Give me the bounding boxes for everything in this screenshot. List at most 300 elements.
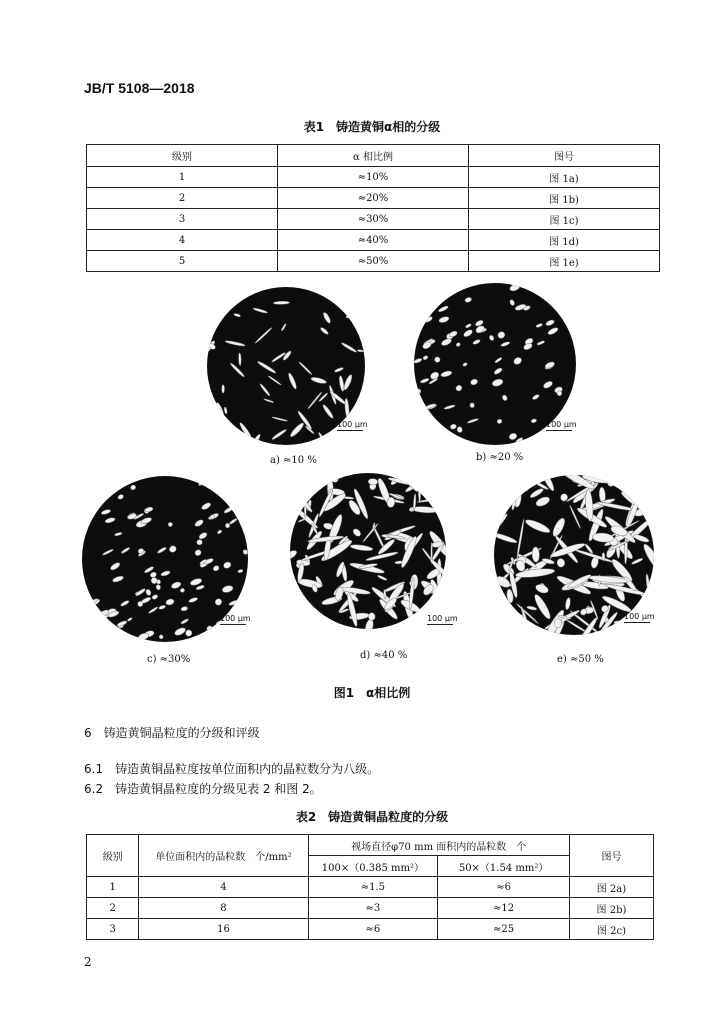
table-cell: 图 1a) bbox=[469, 167, 660, 188]
alpha-grain bbox=[117, 494, 124, 501]
alpha-grain bbox=[308, 535, 344, 543]
alpha-grain bbox=[641, 542, 654, 574]
alpha-grain bbox=[214, 598, 223, 607]
table-cell: ≈6 bbox=[438, 877, 570, 898]
alpha-grain bbox=[82, 512, 92, 523]
alpha-grain bbox=[196, 539, 203, 546]
table-cell: 8 bbox=[139, 898, 308, 919]
figure1-caption: 图1 α相比例 bbox=[333, 686, 411, 700]
alpha-grain bbox=[493, 367, 503, 375]
scale-bar-label: 100 μm bbox=[220, 614, 251, 623]
table-cell: 16 bbox=[139, 919, 308, 940]
alpha-grain bbox=[318, 432, 329, 445]
table1-header-cell: α 相比例 bbox=[278, 145, 469, 167]
alpha-grain bbox=[194, 549, 202, 557]
alpha-grain bbox=[494, 493, 513, 508]
alpha-grain bbox=[105, 476, 112, 482]
alpha-grain bbox=[85, 512, 93, 520]
alpha-grain bbox=[465, 323, 472, 328]
alpha-grain bbox=[97, 624, 106, 631]
alpha-grain bbox=[357, 315, 364, 334]
alpha-grain bbox=[494, 475, 513, 498]
figure1-caption-c: c) ≈30% bbox=[147, 654, 191, 665]
alpha-grain bbox=[216, 432, 226, 437]
table-cell: ≈25 bbox=[438, 919, 570, 940]
alpha-grain bbox=[221, 585, 233, 594]
alpha-grain bbox=[257, 360, 277, 374]
table-row bbox=[87, 188, 660, 209]
alpha-grain bbox=[624, 475, 646, 485]
alpha-grain bbox=[341, 342, 357, 353]
figure1-caption-d: d) ≈40 % bbox=[360, 650, 408, 661]
paragraph-6-1: 6.1 铸造黄铜晶粒度按单位面积内的晶粒数分为八级。 bbox=[84, 762, 380, 776]
alpha-grain bbox=[624, 483, 638, 489]
alpha-grain bbox=[494, 628, 527, 633]
alpha-grain bbox=[157, 546, 167, 554]
alpha-grain bbox=[420, 474, 440, 488]
alpha-grain bbox=[101, 509, 111, 516]
alpha-grain bbox=[130, 484, 137, 491]
table-cell: 图 1c) bbox=[469, 209, 660, 230]
alpha-grain bbox=[464, 297, 472, 303]
alpha-grain bbox=[524, 517, 551, 535]
alpha-grain bbox=[494, 476, 523, 490]
table1 bbox=[86, 144, 660, 272]
alpha-grain bbox=[501, 394, 508, 401]
table-row bbox=[87, 209, 660, 230]
alpha-grain bbox=[647, 494, 654, 501]
scale-bar-c bbox=[220, 614, 251, 625]
alpha-grain bbox=[289, 421, 305, 438]
alpha-grain bbox=[497, 330, 506, 339]
scale-bar-label: 100 μm bbox=[337, 420, 368, 429]
alpha-grain bbox=[158, 634, 164, 640]
alpha-grain bbox=[355, 435, 365, 445]
table-cell: 4 bbox=[139, 877, 308, 898]
scale-bar-line bbox=[624, 622, 650, 623]
alpha-grain bbox=[298, 473, 306, 489]
alpha-grain bbox=[535, 583, 550, 595]
alpha-grain bbox=[259, 383, 271, 397]
scale-bar-label: 100 μm bbox=[546, 420, 577, 429]
alpha-grain bbox=[404, 480, 422, 494]
scale-bar-d bbox=[427, 614, 458, 625]
alpha-grain bbox=[239, 521, 244, 526]
alpha-grain bbox=[502, 475, 511, 489]
alpha-grain bbox=[535, 495, 551, 508]
alpha-grain bbox=[170, 581, 181, 590]
alpha-grain bbox=[82, 494, 87, 501]
alpha-grain bbox=[414, 358, 422, 365]
alpha-grain bbox=[165, 598, 175, 606]
alpha-grain bbox=[217, 529, 223, 534]
alpha-grain bbox=[229, 362, 245, 378]
table-cell: ≈6 bbox=[308, 919, 438, 940]
alpha-grain bbox=[537, 340, 545, 346]
alpha-grain bbox=[494, 531, 518, 544]
alpha-grain bbox=[425, 316, 434, 324]
table-cell: ≈12 bbox=[438, 898, 570, 919]
alpha-grain bbox=[224, 407, 228, 414]
scale-bar-line bbox=[220, 624, 246, 625]
alpha-grain bbox=[420, 596, 436, 615]
alpha-grain bbox=[516, 519, 525, 560]
alpha-grain bbox=[494, 574, 512, 590]
table-cell: 图 1e) bbox=[469, 251, 660, 272]
alpha-grain bbox=[470, 378, 479, 386]
alpha-grain bbox=[114, 532, 122, 537]
alpha-grain bbox=[488, 335, 494, 342]
alpha-grain bbox=[298, 361, 312, 375]
alpha-grain bbox=[429, 602, 446, 613]
alpha-grain bbox=[168, 522, 174, 528]
alpha-grain bbox=[462, 362, 467, 367]
alpha-grain bbox=[637, 475, 649, 490]
paragraph-6-2: 6.2 铸造黄铜晶粒度的分级见表 2 和图 2。 bbox=[84, 782, 322, 796]
alpha-grain bbox=[138, 632, 150, 641]
table-cell: 图 2c) bbox=[569, 919, 653, 940]
alpha-grain bbox=[491, 378, 503, 388]
alpha-grain bbox=[440, 370, 452, 378]
alpha-grain bbox=[344, 398, 349, 418]
table1-header-cell: 级别 bbox=[87, 145, 278, 167]
table-cell: 3 bbox=[87, 209, 278, 230]
alpha-grain bbox=[322, 624, 333, 628]
alpha-grain bbox=[377, 575, 387, 582]
alpha-grain bbox=[606, 475, 616, 487]
table2-header-cell: 视场直径φ70 mm 面积内的晶粒数 个 bbox=[308, 835, 569, 856]
alpha-grain bbox=[238, 353, 241, 366]
alpha-grain bbox=[281, 323, 287, 331]
alpha-grain bbox=[556, 558, 565, 568]
table-cell: ≈40% bbox=[278, 230, 469, 251]
alpha-grain bbox=[287, 372, 298, 390]
alpha-grain bbox=[525, 482, 530, 491]
alpha-grain bbox=[418, 473, 421, 503]
alpha-grain bbox=[320, 326, 330, 335]
alpha-grain bbox=[536, 323, 543, 328]
alpha-grain bbox=[268, 375, 282, 386]
alpha-grain bbox=[455, 384, 463, 392]
alpha-grain bbox=[505, 481, 510, 491]
alpha-grain bbox=[397, 618, 419, 629]
alpha-grain bbox=[196, 585, 205, 591]
scale-bar-label: 100 μm bbox=[427, 614, 458, 623]
table-row bbox=[87, 898, 654, 919]
alpha-grain bbox=[551, 517, 567, 539]
alpha-grain bbox=[438, 316, 449, 324]
alpha-grain bbox=[160, 570, 170, 577]
alpha-grain bbox=[212, 418, 232, 427]
alpha-grain bbox=[513, 356, 523, 366]
alpha-grain bbox=[645, 574, 650, 595]
alpha-grain bbox=[563, 437, 571, 443]
alpha-grain bbox=[455, 342, 460, 347]
alpha-grain bbox=[545, 319, 555, 327]
table-row bbox=[87, 919, 654, 940]
alpha-grain bbox=[102, 548, 114, 555]
alpha-grain bbox=[429, 430, 441, 439]
alpha-grain bbox=[414, 387, 422, 397]
alpha-grain bbox=[254, 327, 272, 344]
table-cell: ≈20% bbox=[278, 188, 469, 209]
table-cell: 图 2b) bbox=[569, 898, 653, 919]
alpha-grain bbox=[120, 600, 130, 607]
table2 bbox=[86, 834, 654, 940]
table-cell: 3 bbox=[87, 919, 139, 940]
alpha-grain bbox=[215, 402, 226, 419]
alpha-grain bbox=[508, 432, 517, 440]
alpha-grain bbox=[532, 394, 540, 401]
section6-title: 6 铸造黄铜晶粒度的分级和评级 bbox=[84, 726, 260, 740]
alpha-grain bbox=[206, 625, 213, 632]
alpha-grain bbox=[156, 584, 162, 590]
alpha-grain bbox=[537, 283, 546, 289]
alpha-grain bbox=[613, 476, 642, 484]
alpha-grain bbox=[188, 597, 198, 604]
alpha-grain bbox=[272, 416, 288, 421]
alpha-grain bbox=[394, 624, 415, 629]
alpha-grain bbox=[145, 589, 152, 597]
alpha-grain bbox=[198, 531, 208, 540]
alpha-grain bbox=[469, 402, 475, 408]
alpha-grain bbox=[222, 385, 225, 394]
standard-code: JB/T 5108—2018 bbox=[84, 80, 195, 96]
alpha-grain bbox=[456, 426, 463, 433]
alpha-grain bbox=[290, 549, 298, 562]
alpha-grain bbox=[509, 283, 521, 292]
alpha-grain bbox=[144, 506, 153, 512]
alpha-grain bbox=[565, 597, 572, 610]
alpha-grain bbox=[526, 605, 537, 610]
alpha-grain bbox=[368, 478, 378, 485]
table2-header-cell: 100×（0.385 mm²） bbox=[308, 856, 438, 877]
table-cell: 图 1b) bbox=[469, 188, 660, 209]
alpha-grain bbox=[109, 561, 121, 571]
alpha-grain bbox=[198, 478, 208, 486]
alpha-grain bbox=[350, 544, 373, 552]
table-cell: ≈50% bbox=[278, 251, 469, 272]
alpha-grain bbox=[225, 340, 246, 347]
alpha-grain bbox=[322, 404, 335, 420]
alpha-grain bbox=[228, 599, 239, 606]
alpha-grain bbox=[554, 618, 561, 628]
alpha-grain bbox=[440, 291, 453, 300]
alpha-grain bbox=[168, 545, 177, 554]
table-cell: ≈3 bbox=[308, 898, 438, 919]
alpha-grain bbox=[349, 561, 385, 575]
table-cell: ≈30% bbox=[278, 209, 469, 230]
table-cell: 2 bbox=[87, 188, 278, 209]
alpha-grain bbox=[467, 418, 479, 424]
alpha-grain bbox=[271, 428, 287, 440]
alpha-grain bbox=[420, 378, 430, 384]
alpha-grain bbox=[345, 311, 363, 319]
alpha-grain bbox=[223, 505, 235, 514]
alpha-grain bbox=[547, 326, 559, 335]
alpha-grain bbox=[450, 423, 457, 430]
alpha-grain bbox=[233, 313, 240, 317]
alpha-grain bbox=[532, 593, 552, 621]
table-cell: 5 bbox=[87, 251, 278, 272]
figure1-caption-a: a) ≈10 % bbox=[270, 455, 317, 466]
alpha-grain bbox=[105, 517, 116, 524]
alpha-grain bbox=[414, 293, 420, 297]
figure1-caption-b: b) ≈20 % bbox=[476, 452, 524, 463]
alpha-grain bbox=[434, 285, 441, 290]
alpha-grain bbox=[201, 477, 213, 484]
figure1-caption-e: e) ≈50 % bbox=[557, 654, 604, 665]
alpha-grain bbox=[298, 518, 306, 522]
alpha-grain bbox=[631, 557, 643, 565]
table-row bbox=[87, 877, 654, 898]
alpha-grain bbox=[86, 608, 98, 617]
alpha-grain bbox=[494, 475, 510, 507]
alpha-grain bbox=[180, 588, 186, 594]
micrograph-e bbox=[494, 475, 654, 635]
alpha-grain bbox=[547, 440, 557, 445]
table1-header-row bbox=[87, 145, 660, 167]
alpha-grain bbox=[529, 487, 544, 499]
alpha-grain bbox=[342, 374, 353, 391]
alpha-grain bbox=[118, 638, 130, 642]
alpha-grain bbox=[525, 478, 531, 486]
alpha-grain bbox=[472, 339, 481, 345]
alpha-grain bbox=[282, 350, 292, 361]
table-cell: 1 bbox=[87, 877, 139, 898]
alpha-grain bbox=[438, 305, 449, 313]
alpha-grain bbox=[322, 311, 332, 324]
alpha-grain bbox=[494, 486, 508, 499]
table-cell: 4 bbox=[87, 230, 278, 251]
alpha-grain bbox=[250, 433, 261, 445]
alpha-grain bbox=[229, 425, 234, 434]
alpha-grain bbox=[228, 631, 239, 639]
alpha-grain bbox=[417, 496, 446, 503]
alpha-grain bbox=[174, 626, 187, 637]
alpha-grain bbox=[112, 575, 124, 583]
alpha-grain bbox=[352, 527, 362, 537]
alpha-grain bbox=[310, 376, 326, 385]
alpha-grain bbox=[429, 371, 440, 381]
alpha-grain bbox=[497, 419, 503, 425]
alpha-grain bbox=[148, 606, 158, 614]
alpha-grain bbox=[308, 482, 324, 487]
alpha-grain bbox=[180, 618, 189, 625]
alpha-grain bbox=[368, 612, 376, 621]
alpha-grain bbox=[291, 486, 314, 514]
alpha-grain bbox=[149, 571, 157, 578]
alpha-grain bbox=[300, 473, 318, 480]
alpha-grain bbox=[229, 518, 238, 525]
alpha-grain bbox=[237, 569, 243, 573]
table2-header-row bbox=[87, 835, 654, 856]
alpha-grain bbox=[189, 577, 202, 586]
alpha-grain bbox=[127, 617, 133, 622]
alpha-grain bbox=[238, 422, 253, 441]
alpha-grain bbox=[434, 356, 441, 363]
table-cell: 图 2a) bbox=[569, 877, 653, 898]
alpha-grain bbox=[602, 552, 605, 560]
alpha-grain bbox=[531, 418, 537, 423]
scale-bar-a bbox=[337, 420, 368, 431]
alpha-grain bbox=[444, 404, 456, 410]
table-cell: ≈1.5 bbox=[308, 877, 438, 898]
table-row bbox=[87, 167, 660, 188]
table2-caption: 表2 铸造黄铜晶粒度的分级 bbox=[295, 810, 449, 824]
alpha-grain bbox=[253, 307, 268, 314]
alpha-grain bbox=[180, 606, 187, 612]
micrograph-d bbox=[290, 473, 446, 629]
alpha-grain bbox=[158, 605, 166, 610]
scale-bar-line bbox=[546, 430, 572, 431]
table-row bbox=[87, 251, 660, 272]
alpha-grain bbox=[440, 337, 452, 347]
alpha-grain bbox=[509, 299, 515, 306]
alpha-grain bbox=[194, 519, 205, 528]
scale-bar-label: 100 μm bbox=[624, 612, 655, 621]
alpha-grain bbox=[494, 613, 525, 622]
alpha-grain bbox=[336, 290, 344, 296]
alpha-grain bbox=[294, 481, 300, 512]
alpha-grain bbox=[291, 603, 302, 627]
table-row bbox=[87, 230, 660, 251]
alpha-grain bbox=[329, 390, 347, 405]
table2-header-cell: 50×（1.54 mm²） bbox=[438, 856, 570, 877]
alpha-grain bbox=[542, 380, 553, 390]
alpha-grain bbox=[605, 583, 646, 597]
alpha-grain bbox=[357, 349, 364, 352]
alpha-grain bbox=[121, 547, 131, 554]
alpha-grain bbox=[494, 618, 503, 630]
alpha-grain bbox=[273, 301, 290, 305]
alpha-grain bbox=[223, 561, 232, 570]
table2-header-cell: 单位面积内的晶粒数 个/mm² bbox=[139, 835, 308, 877]
alpha-grain bbox=[414, 407, 419, 414]
table-cell: 图 1d) bbox=[469, 230, 660, 251]
alpha-grain bbox=[212, 565, 220, 572]
scale-bar-e bbox=[624, 612, 655, 623]
alpha-grain bbox=[242, 549, 248, 556]
alpha-grain bbox=[86, 606, 95, 613]
table1-caption: 表1 铸造黄铜α相的分级 bbox=[303, 120, 441, 134]
alpha-grain bbox=[463, 328, 474, 338]
alpha-grain bbox=[201, 502, 212, 511]
table2-header-cell: 级别 bbox=[87, 835, 139, 877]
table-cell: 2 bbox=[87, 898, 139, 919]
alpha-grain bbox=[263, 398, 274, 403]
page-number: 2 bbox=[84, 955, 92, 969]
table-cell: ≈10% bbox=[278, 167, 469, 188]
alpha-grain bbox=[510, 475, 521, 488]
alpha-grain bbox=[334, 367, 344, 373]
alpha-grain bbox=[151, 594, 158, 600]
alpha-grain bbox=[494, 357, 502, 364]
alpha-grain bbox=[494, 608, 510, 635]
alpha-grain bbox=[500, 341, 510, 347]
alpha-grain bbox=[414, 296, 419, 304]
table2-header-cell: 图号 bbox=[569, 835, 653, 877]
alpha-grain bbox=[494, 475, 515, 496]
alpha-grain bbox=[87, 477, 98, 487]
alpha-grain bbox=[422, 355, 428, 361]
table-cell: 1 bbox=[87, 167, 278, 188]
scale-bar-b bbox=[546, 420, 577, 431]
scale-bar-line bbox=[337, 430, 363, 431]
table1-header-cell: 图号 bbox=[469, 145, 660, 167]
scale-bar-line bbox=[427, 624, 453, 625]
alpha-grain bbox=[592, 532, 614, 543]
